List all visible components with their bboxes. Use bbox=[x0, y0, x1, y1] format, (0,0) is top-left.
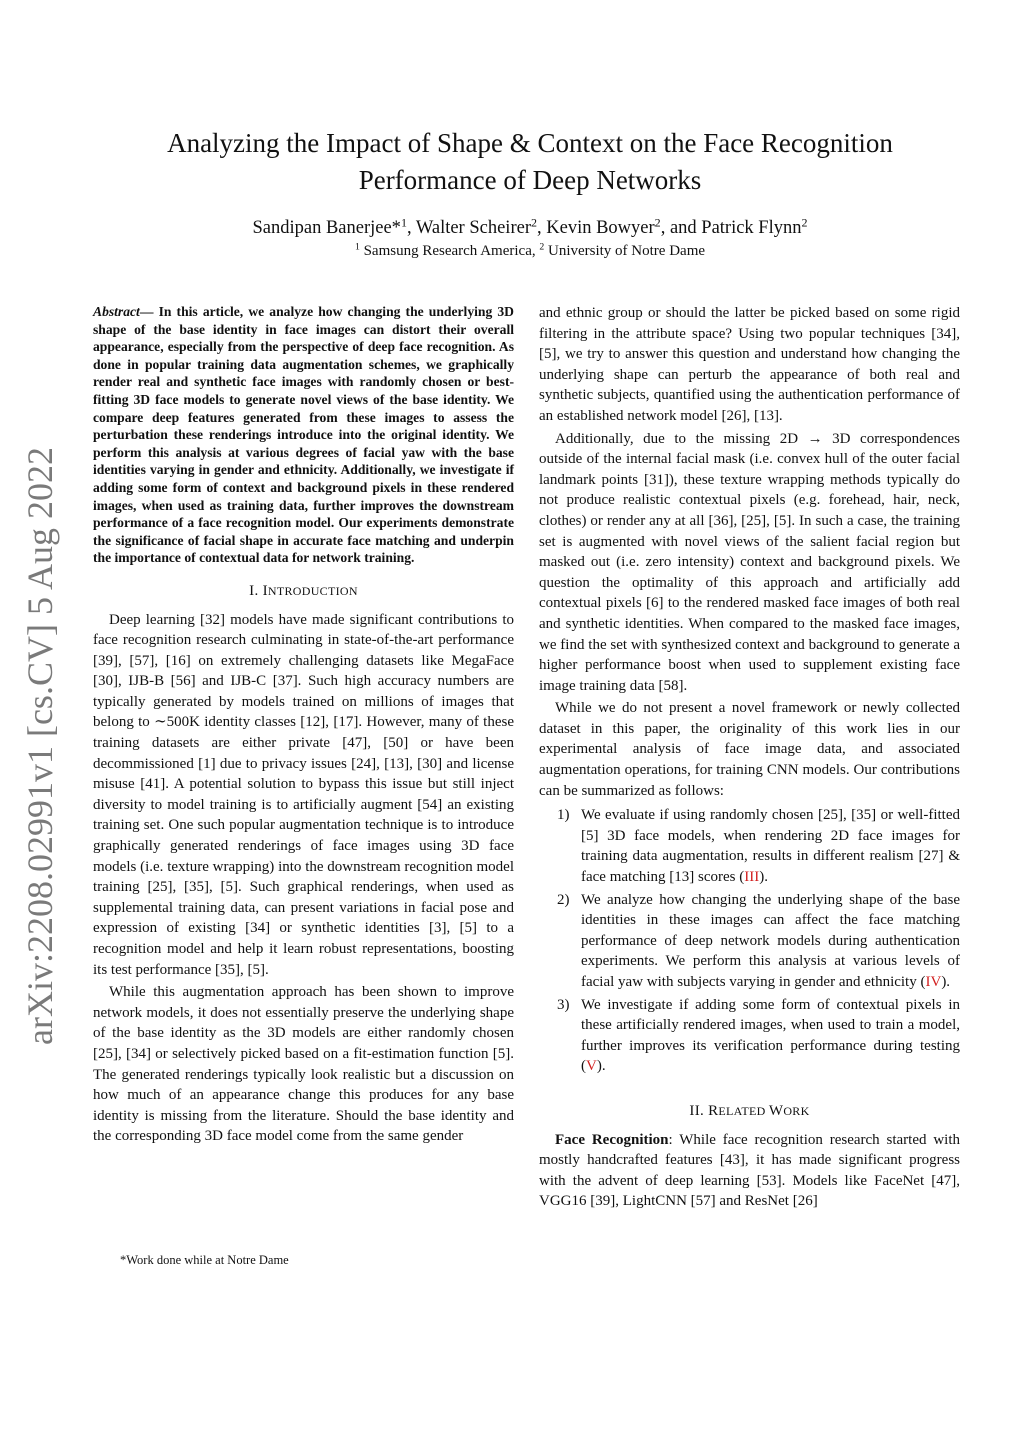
list-item bbox=[539, 805, 960, 887]
list-item bbox=[539, 995, 960, 1077]
list-text-end: ). bbox=[759, 869, 769, 886]
abstract-text: In this article, we analyze how changing the underlying 3D shape of the base identity in face images can distort their overall appearance, especially from the perspective of deep face recognition. As done in popular training data augmentation schemes, we graphically render real and synthetic face images with randomly chosen or best-fitting 3D face models to generate novel views of the base identity. We compare deep features generated from these images to assess the perturbation these renderings introduce into the original identity. We perform this analysis at various degrees of facial yaw with the base identities varying in gender and ethnicity. Additionally, we investigate if adding some form of context and background pixels in these rendered images, when used as training data, further improves the downstream performance of a face recognition model. Our experiments demonstrate the significance of facial shape in accurate face matching and underpin the importance of contextual data for network training. bbox=[93, 304, 515, 566]
section-initial: W bbox=[768, 1102, 784, 1119]
abstract bbox=[93, 303, 514, 567]
left-column bbox=[93, 303, 514, 1149]
author-name: Kevin Bowyer bbox=[546, 218, 655, 238]
author-affil-mark: 2 bbox=[654, 215, 661, 230]
author-separator: , bbox=[406, 218, 416, 238]
list-number: 2) bbox=[557, 891, 570, 908]
list-item bbox=[539, 890, 960, 993]
author-affil-mark: 2 bbox=[530, 215, 537, 230]
author-name: Walter Scheirer bbox=[415, 218, 531, 238]
section-link[interactable]: V bbox=[586, 1058, 597, 1075]
section-title-rest: ELATED bbox=[718, 1103, 769, 1118]
abstract-dash: — bbox=[139, 304, 159, 319]
section-numeral: I. bbox=[249, 582, 263, 599]
list-number: 3) bbox=[557, 996, 570, 1013]
section-link[interactable]: III bbox=[744, 869, 760, 886]
title-line-2: Performance of Deep Networks bbox=[358, 165, 702, 195]
abstract-lead: Abstract bbox=[93, 304, 140, 319]
intro-paragraph: Deep learning [32] models have made significant contributions to face recognition research culminating in state-of-the-art performance [39], [57], [16] on extremely challenging datasets like MegaFace [30], IJB-B [56] and IJB-C [37]. Such high accuracy numbers are typically generated by models trained on millions of images that belong to ∼500K identity classes [12], [17]. However, many of these training datasets are either private [47], [50] or have been decommissioned [1] due to privacy issues [24], [13], [30] and license misuse [41]. A potential solution to bypass this issue but still inject diversity to model training is to artificially augment [54] an existing training set. One such popular augmentation technique is to introduce graphically generated renderings of face images using 3D face models (i.e. texture wrapping) into the downstream recognition model training [25], [35], [5]. Such graphical renderings, when used as supplemental training data, can present variations in facial pose and expression of existing [34] or synthetic identities [3], [5] to a recognition model and help it learn robust representations, boosting its test performance [35], [5]. bbox=[93, 611, 514, 978]
intro-paragraph: While we do not present a novel framework or newly collected dataset in this paper, the originality of this work lies in our experimental analysis of face image data, and associated augmentation operations, for training CNN models. Our contributions can be summarized as follows: bbox=[539, 700, 960, 799]
author-name: Sandipan Banerjee* bbox=[252, 218, 401, 238]
list-text: We investigate if adding some form of contextual pixels in these artificially rendered images, when used to train a model, further improves its verification performance during testing ( bbox=[581, 996, 960, 1075]
author-affil-mark: 1 bbox=[400, 215, 407, 230]
affil-mark: 2 bbox=[539, 241, 545, 253]
affiliations bbox=[60, 240, 1000, 262]
paragraph-text: : While face recognition research started with mostly handcrafted features [43], it has made significant progress with the advent of deep learning [53]. Models like FaceNet [47], VGG16 [39], LightCNN [57] and ResNet [26] bbox=[539, 1131, 961, 1210]
section-initial: R bbox=[708, 1102, 719, 1119]
intro-paragraph: While this augmentation approach has been shown to improve network models, it does not essentially preserve the underlying shape of the base identity as the 3D models are either randomly chosen [25], [34] or selectively picked based on a fit-estimation function [5]. The generated renderings typically look realistic but a discussion on how much of an appearance change this produces for any base identity is missing from the literature. Should the base identity and the corresponding 3D face model come from the same gender bbox=[93, 984, 514, 1145]
author-separator: , bbox=[537, 218, 547, 238]
paper-title bbox=[60, 125, 1000, 199]
intro-paragraph: and ethnic group or should the latter be picked based on some rigid filtering in the attribute space? Using two popular techniques [34], [5], we try to answer this question and understand how changing the underlying shape can perturb the appearance of both real and synthetic subjects, quantified using the authentication performance of an established network model [26], [13]. bbox=[539, 305, 960, 424]
author-separator: , and bbox=[660, 218, 702, 238]
contribution-list bbox=[539, 805, 960, 1077]
author-affil-mark: 2 bbox=[801, 215, 808, 230]
paragraph-lead: Face Recognition bbox=[555, 1131, 669, 1148]
list-text-end: ). bbox=[941, 974, 951, 990]
list-number: 1) bbox=[557, 807, 570, 824]
section-heading-introduction bbox=[93, 581, 514, 602]
affiliation: Samsung Research America, bbox=[363, 243, 536, 259]
list-text-end: ). bbox=[596, 1058, 606, 1075]
arxiv-stamp: arXiv:2208.02991v1 [cs.CV] 5 Aug 2022 bbox=[20, 447, 60, 1045]
section-heading-related-work bbox=[539, 1101, 960, 1122]
related-work-paragraph bbox=[539, 1130, 960, 1212]
intro-paragraph: Additionally, due to the missing 2D → 3D correspondences outside of the internal facial mask (i.e. convex hull of the outer facial landmark points [31]), these texture wrapping methods typically do not produce realistic contextual pixels (e.g. forehead, hair, neck, clothes) or render any at all [36], [25], [5]. In such a case, the training set is augmented with novel views of the salient facial region but masked out (i.e. zero intensity) context and background pixels. We question the optimality of this approach and artificially add contextual pixels [6] to the rendered masked face images of both real and synthetic identities. When compared to the masked face images, we find the set with synthesized context and background to generate a higher performance boost when used to supplement existing face image training data [58]. bbox=[539, 430, 960, 694]
title-line-1: Analyzing the Impact of Shape & Context on the Face Recognition bbox=[167, 128, 893, 158]
author-name: Patrick Flynn bbox=[701, 218, 802, 238]
right-column bbox=[539, 303, 960, 1214]
section-link[interactable]: IV bbox=[925, 974, 942, 990]
list-text: We analyze how changing the underlying shape of the base identities in these images can affect the face matching performance of deep network models during authentication experiments. We perform this analysis at various levels of facial yaw with subjects varying in gender and ethnicity ( bbox=[581, 891, 960, 990]
section-title-rest: ORK bbox=[783, 1103, 810, 1118]
list-text: We evaluate if using randomly chosen [25], [35] or well-fitted [5] 3D face models, when rendering 2D face images for training data augmentation, results in different realism [27] & face matching [13] scores ( bbox=[581, 807, 960, 886]
affil-mark: 1 bbox=[354, 241, 360, 253]
section-title-rest: NTRODUCTION bbox=[267, 583, 358, 598]
affiliation: University of Notre Dame bbox=[547, 243, 706, 259]
section-numeral: II. bbox=[689, 1102, 709, 1119]
footnote: *Work done while at Notre Dame bbox=[120, 1253, 289, 1267]
author-list bbox=[60, 216, 1000, 240]
section-initial: I bbox=[262, 582, 268, 599]
